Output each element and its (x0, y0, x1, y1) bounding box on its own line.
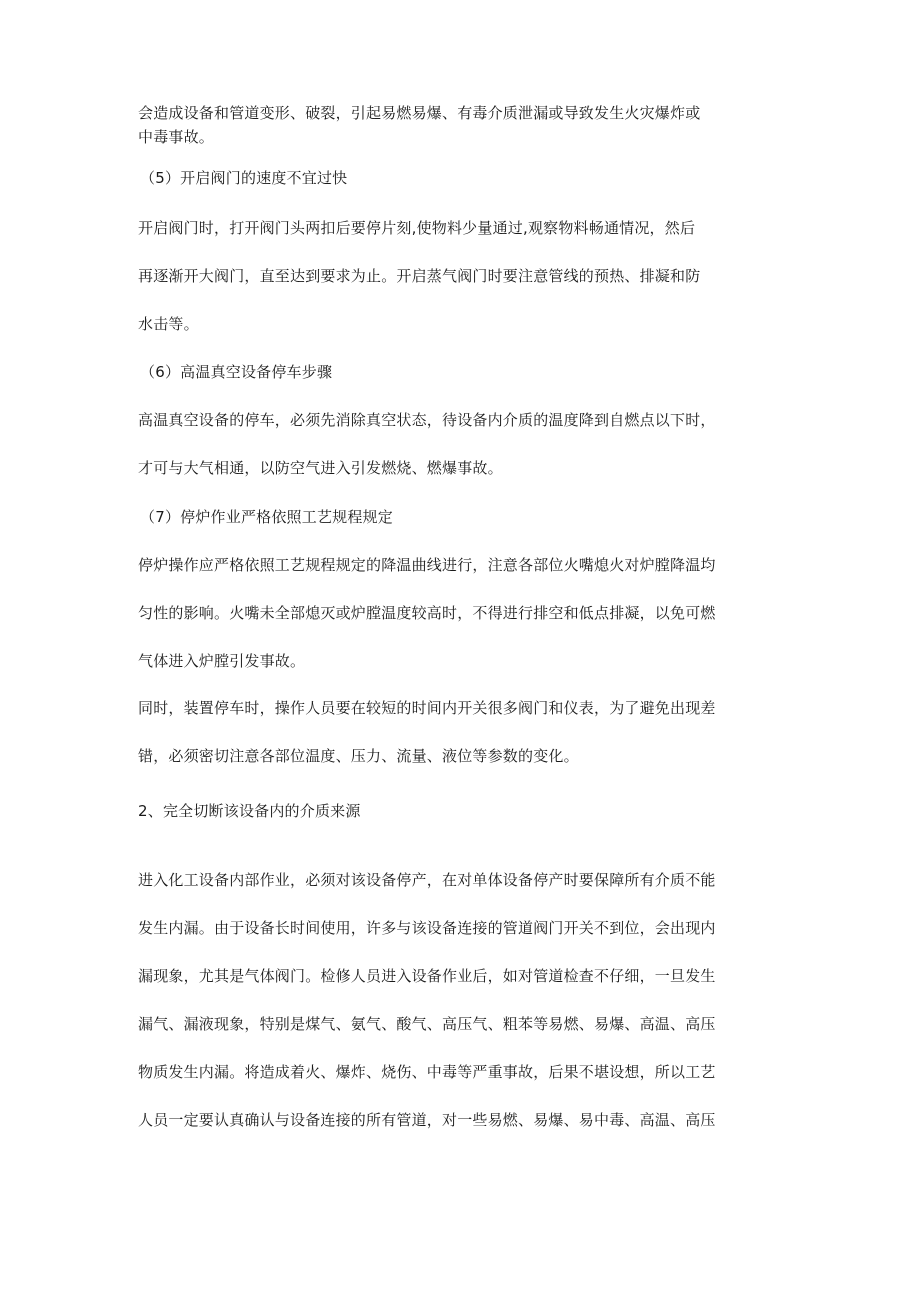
section-2-line-4: 漏气、漏液现象，特别是煤气、氨气、酸气、高压气、粗苯等易燃、易爆、高温、高压 (138, 1015, 716, 1033)
section-2-line-6: 人员一定要认真确认与设备连接的所有管道，对一些易燃、易爆、易中毒、高温、高压 (138, 1111, 716, 1129)
section-2-line-1: 进入化工设备内部作业，必须对该设备停产，在对单体设备停产时要保障所有介质不能 (138, 871, 716, 889)
section-5-line-3: 水击等。 (138, 315, 199, 333)
section-7-extra-line-2: 错，必须密切注意各部位温度、压力、流量、液位等参数的变化。 (138, 747, 579, 765)
section-6-heading: （6）高温真空设备停车步骤 (140, 363, 333, 381)
section-7-line-3: 气体进入炉膛引发事故。 (138, 652, 306, 670)
section-2-line-5: 物质发生内漏。将造成着火、爆炸、烧伤、中毒等严重事故，后果不堪设想，所以工艺 (138, 1063, 716, 1081)
section-2-line-2: 发生内漏。由于设备长时间使用，许多与该设备连接的管道阀门开关不到位，会出现内 (138, 919, 716, 937)
intro-line-1: 会造成设备和管道变形、破裂，引起易燃易爆、有毒介质泄漏或导致发生火灾爆炸或 (138, 104, 701, 122)
section-2-heading: 2、完全切断该设备内的介质来源 (138, 802, 361, 820)
section-7-extra-line-1: 同时，装置停车时，操作人员要在较短的时间内开关很多阀门和仪表，为了避免出现差 (138, 699, 716, 717)
section-5-line-1: 开启阀门时，打开阀门头两扣后要停片刻,使物料少量通过,观察物料畅通情况，然后 (138, 219, 696, 237)
section-6-line-2: 才可与大气相通，以防空气进入引发燃烧、燃爆事故。 (138, 459, 503, 477)
section-2-line-3: 漏现象，尤其是气体阀门。检修人员进入设备作业后，如对管道检查不仔细，一旦发生 (138, 967, 716, 985)
section-5-heading: （5）开启阀门的速度不宜过快 (140, 169, 348, 187)
section-7-heading: （7）停炉作业严格依照工艺规程规定 (140, 508, 393, 526)
section-7-line-2: 匀性的影响。火嘴未全部熄灭或炉膛温度较高时，不得进行排空和低点排凝，以免可燃 (138, 604, 716, 622)
intro-line-2: 中毒事故。 (138, 128, 215, 146)
section-5-line-2: 再逐渐开大阀门，直至达到要求为止。开启蒸气阀门时要注意管线的预热、排凝和防 (138, 267, 701, 285)
section-7-line-1: 停炉操作应严格依照工艺规程规定的降温曲线进行，注意各部位火嘴熄火对炉膛降温均 (138, 556, 716, 574)
section-6-line-1: 高温真空设备的停车，必须先消除真空状态，待设备内介质的温度降到自燃点以下时， (138, 411, 716, 429)
